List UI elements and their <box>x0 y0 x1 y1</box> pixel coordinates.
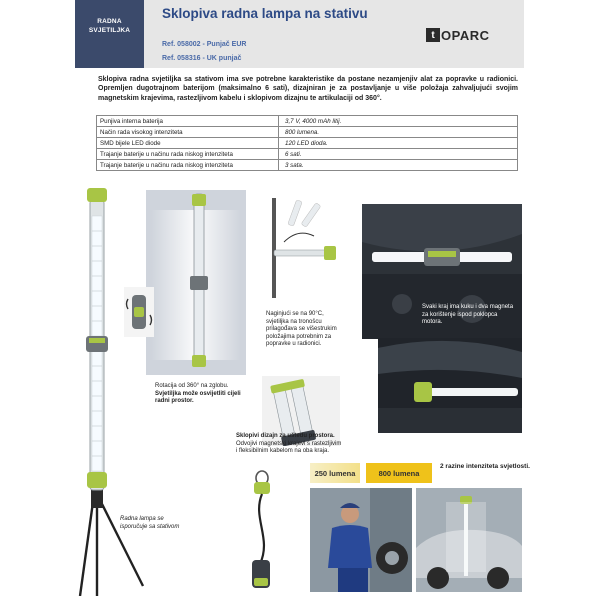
bumper-image <box>378 338 522 433</box>
rotation-caption-b: Svjetiljka može osvijetliti cijeli radni prostor. <box>155 390 241 404</box>
spec-row <box>97 149 518 160</box>
category-tab-line2: SVJETILJKA <box>88 27 131 34</box>
tilt-caption: Naginjući se na 90°C, svjetiljka na tronošcu prilagođava se višestrukim položajima potrebnim za popravke u radionici. <box>266 311 337 347</box>
spec-label: SMD bijele LED diode <box>97 138 279 149</box>
brand-logo-text: OPARC <box>441 27 490 43</box>
tilt-image <box>262 190 340 300</box>
spec-value: 800 lumena. <box>279 127 518 138</box>
folding-caption-a: Sklopivi dizajn za uštedu prostora. <box>236 433 335 439</box>
hanging-lamp-image <box>232 468 290 596</box>
magnet-caption: Svaki kraj ima kuku i dva magneta za korištenje ispod poklopca motora. <box>422 304 514 325</box>
spec-row <box>97 160 518 171</box>
brand-logo <box>426 26 489 44</box>
tripod-caption: Radna lampa se isporučuje sa stativom <box>120 516 180 530</box>
reference-eur: Ref. 058002 - Punjač EUR <box>162 41 247 48</box>
mechanic-image <box>310 488 412 592</box>
spec-label: Trajanje baterije u načinu rada niskog intenziteta <box>97 149 279 160</box>
spec-row <box>97 127 518 138</box>
intensity-levels-note: 2 razine intenziteta svjetlosti. <box>440 463 530 470</box>
folding-caption <box>236 433 344 456</box>
folding-caption-b: Odvojivi magnetski krajevi s rastezljivim i fleksibilnim kabelom na oba kraja. <box>236 440 342 454</box>
category-tab-line1: RADNA <box>97 18 122 25</box>
spec-value: 3,7 V, 4000 mAh litij. <box>279 116 518 127</box>
high-intensity-badge: 800 lumena <box>366 463 432 483</box>
car-lit-image <box>416 488 522 592</box>
category-tab <box>75 0 144 68</box>
rotation-caption <box>155 383 247 406</box>
spec-label: Trajanje baterije u načinu rada niskog intenziteta <box>97 160 279 171</box>
spec-value: 3 sata. <box>279 160 518 171</box>
spec-value: 120 LED dioda. <box>279 138 518 149</box>
reference-uk: Ref. 058316 - UK punjač <box>162 55 242 62</box>
brand-logo-mark: t <box>426 28 440 42</box>
joint-detail-image <box>124 287 154 337</box>
spec-value: 6 sati. <box>279 149 518 160</box>
rotation-caption-a: Rotacija od 360° na zglobu. <box>155 383 229 389</box>
spec-table <box>96 115 518 171</box>
product-description: Sklopiva radna svjetiljka sa stativom ima sve potrebne karakteristike da postane nezamjenjiv alat za popravke u radionici. Opremljen dugotrajnom baterijom (maksimalno 6 sati), dizajniran je za postavljanje u više položaja zahvaljujući svojim magnetskim krajevima, rastezljivom kabelu i sklopivom dizajnu te artikulaciji od 360°. <box>98 76 518 102</box>
low-intensity-badge: 250 lumena <box>310 463 360 483</box>
spec-label: Punjiva interna baterija <box>97 116 279 127</box>
page-title: Sklopiva radna lampa na stativu <box>162 6 368 21</box>
spec-label: Način rada visokog intenziteta <box>97 127 279 138</box>
spec-row <box>97 116 518 127</box>
spec-row <box>97 138 518 149</box>
rotation-image <box>146 190 246 375</box>
